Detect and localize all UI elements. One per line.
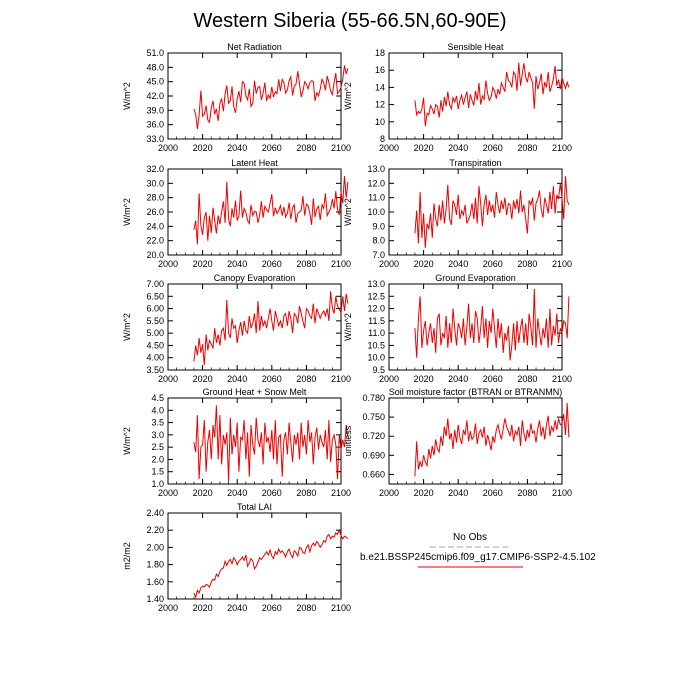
series-line-1 xyxy=(415,289,569,360)
y-tick-label: 2.0 xyxy=(151,454,164,465)
chart-panel-8 xyxy=(343,387,572,498)
y-tick-label: 0.780 xyxy=(362,393,385,403)
y-tick-label: 24.0 xyxy=(146,221,164,232)
y-tick-label: 14 xyxy=(374,82,385,93)
y-tick-label: 2.00 xyxy=(146,542,164,553)
x-tick-label: 2100 xyxy=(330,374,352,384)
y-axis-label: W/m^2 xyxy=(122,82,132,110)
x-tick-label: 2060 xyxy=(482,143,503,153)
chart-panel-3 xyxy=(122,158,351,269)
y-tick-label: 1.60 xyxy=(146,576,164,587)
x-tick-label: 2080 xyxy=(296,603,317,613)
series-line-1 xyxy=(194,65,348,129)
y-axis-label: W/m^2 xyxy=(122,198,132,226)
y-tick-label: 8 xyxy=(379,134,385,144)
x-tick-label: 2080 xyxy=(296,374,317,384)
x-tick-label: 2040 xyxy=(448,143,469,153)
panel-title: Ground Heat + Snow Melt xyxy=(202,387,307,397)
x-tick-label: 2040 xyxy=(227,143,248,153)
y-tick-label: 11.0 xyxy=(368,328,385,339)
y-tick-label: 4.5 xyxy=(151,393,164,403)
x-tick-label: 2020 xyxy=(413,374,434,384)
y-tick-label: 5.00 xyxy=(146,328,164,339)
plot-frame xyxy=(389,284,562,370)
y-axis-label: W/m^2 xyxy=(343,82,353,110)
x-tick-label: 2020 xyxy=(413,143,434,153)
plot-frame xyxy=(168,513,341,599)
x-tick-label: 2020 xyxy=(192,143,213,153)
y-tick-label: 28.0 xyxy=(146,192,164,203)
y-tick-label: 0.690 xyxy=(362,450,385,461)
x-tick-label: 2080 xyxy=(517,488,538,498)
y-tick-label: 3.50 xyxy=(146,365,164,375)
x-tick-label: 2000 xyxy=(157,488,179,498)
x-tick-label: 2100 xyxy=(551,259,573,269)
x-tick-label: 2040 xyxy=(448,259,469,269)
x-tick-label: 2000 xyxy=(378,259,400,269)
y-axis-label: W/m^2 xyxy=(122,427,132,455)
x-tick-label: 2060 xyxy=(261,259,282,269)
y-tick-label: 32.0 xyxy=(146,164,164,174)
y-tick-label: 1.0 xyxy=(151,479,164,489)
chart-panel-5 xyxy=(122,273,351,384)
y-tick-label: 0.660 xyxy=(362,469,385,480)
x-tick-label: 2000 xyxy=(157,143,179,153)
y-tick-label: 36.0 xyxy=(146,119,164,130)
y-tick-label: 51.0 xyxy=(146,48,164,58)
x-tick-label: 2000 xyxy=(157,374,179,384)
x-tick-label: 2060 xyxy=(482,488,503,498)
series-line-1 xyxy=(415,176,569,248)
y-tick-label: 4.0 xyxy=(151,405,164,416)
chart-panel-1 xyxy=(122,42,351,153)
y-tick-label: 8.0 xyxy=(372,235,385,246)
y-axis-label: m2/m2 xyxy=(122,542,132,570)
series-line-1 xyxy=(194,291,348,365)
series-line-1 xyxy=(415,63,569,127)
x-tick-label: 2020 xyxy=(192,488,213,498)
y-tick-label: 11.5 xyxy=(368,315,385,326)
x-tick-label: 2100 xyxy=(330,259,352,269)
chart-panel-9 xyxy=(122,502,351,613)
series-line-1 xyxy=(194,405,348,481)
chart-panel-7 xyxy=(122,387,351,498)
x-tick-label: 2020 xyxy=(192,259,213,269)
y-tick-label: 5.50 xyxy=(146,315,164,326)
y-tick-label: 10.0 xyxy=(367,352,385,363)
x-tick-label: 2040 xyxy=(227,259,248,269)
y-tick-label: 1.80 xyxy=(146,559,164,570)
y-tick-label: 48.0 xyxy=(146,62,164,73)
legend-label-no-obs: No Obs xyxy=(453,532,487,543)
x-tick-label: 2040 xyxy=(448,488,469,498)
legend-label-model: b.e21.BSSP245cmip6.f09_g17.CMIP6-SSP2-4.5.102 xyxy=(360,552,596,563)
y-tick-label: 12 xyxy=(374,99,385,110)
legend-entry-no-obs xyxy=(360,532,580,551)
x-tick-label: 2040 xyxy=(227,488,248,498)
y-tick-label: 16 xyxy=(374,65,385,76)
panel-title: Net Radiation xyxy=(227,42,282,52)
series-line-1 xyxy=(415,403,569,476)
y-tick-label: 2.40 xyxy=(146,508,164,518)
y-tick-label: 18 xyxy=(374,48,385,58)
legend-swatch-no-obs xyxy=(360,543,580,551)
x-tick-label: 2100 xyxy=(330,143,352,153)
y-tick-label: 22.0 xyxy=(146,235,164,246)
y-axis-label: W/m^2 xyxy=(343,198,353,226)
y-tick-label: 12.0 xyxy=(367,178,385,189)
x-tick-label: 2040 xyxy=(448,374,469,384)
x-tick-label: 2020 xyxy=(413,259,434,269)
y-tick-label: 4.50 xyxy=(146,340,164,351)
legend xyxy=(360,532,596,571)
y-tick-label: 7.00 xyxy=(146,279,164,289)
x-tick-label: 2060 xyxy=(482,374,503,384)
x-tick-label: 2000 xyxy=(378,374,400,384)
x-tick-label: 2000 xyxy=(157,603,179,613)
x-tick-label: 2080 xyxy=(517,374,538,384)
panel-title: Soil moisture factor (BTRAN or BTRANMN) xyxy=(388,387,563,397)
x-tick-label: 2100 xyxy=(551,488,573,498)
panel-title: Ground Evaporation xyxy=(435,273,516,283)
y-tick-label: 26.0 xyxy=(146,207,164,217)
y-tick-label: 3.5 xyxy=(151,417,164,428)
y-tick-label: 20.0 xyxy=(146,250,164,260)
y-tick-label: 9.5 xyxy=(372,365,385,375)
figure-title: Western Siberia (55-66.5N,60-90E) xyxy=(193,10,507,32)
x-tick-label: 2080 xyxy=(517,259,538,269)
x-tick-label: 2080 xyxy=(296,488,317,498)
y-tick-label: 0.720 xyxy=(362,431,385,442)
x-tick-label: 2100 xyxy=(551,143,573,153)
panel-title: Latent Heat xyxy=(231,158,278,168)
y-tick-label: 12.0 xyxy=(367,303,385,314)
series-line-1 xyxy=(194,530,348,597)
x-tick-label: 2020 xyxy=(192,603,213,613)
y-tick-label: 9.0 xyxy=(372,221,385,232)
y-tick-label: 39.0 xyxy=(146,105,164,116)
legend-entry-model xyxy=(360,552,596,571)
y-tick-label: 1.5 xyxy=(151,466,164,477)
y-tick-label: 30.0 xyxy=(146,178,164,189)
y-tick-label: 11.0 xyxy=(368,192,385,203)
y-tick-label: 2.20 xyxy=(146,525,164,536)
y-tick-label: 1.40 xyxy=(146,594,164,604)
legend-swatch-model xyxy=(360,563,580,571)
y-tick-label: 10.0 xyxy=(367,207,385,217)
y-tick-label: 13.0 xyxy=(367,279,385,289)
y-tick-label: 4.00 xyxy=(146,352,164,363)
y-axis-label: W/m^2 xyxy=(343,313,353,341)
x-tick-label: 2080 xyxy=(296,259,317,269)
panel-title: Transpiration xyxy=(449,158,502,168)
y-tick-label: 42.0 xyxy=(146,91,164,101)
y-tick-label: 3.0 xyxy=(151,429,164,440)
x-tick-label: 2040 xyxy=(227,374,248,384)
y-axis-label: unitless xyxy=(343,425,353,457)
x-tick-label: 2060 xyxy=(261,374,282,384)
y-tick-label: 33.0 xyxy=(146,134,164,144)
x-tick-label: 2080 xyxy=(517,143,538,153)
x-tick-label: 2100 xyxy=(551,374,573,384)
x-tick-label: 2060 xyxy=(261,488,282,498)
x-tick-label: 2080 xyxy=(296,143,317,153)
y-tick-label: 13.0 xyxy=(367,164,385,174)
y-tick-label: 10.5 xyxy=(367,340,385,351)
panel-title: Sensible Heat xyxy=(447,42,504,52)
chart-panel-4 xyxy=(343,158,572,269)
x-tick-label: 2000 xyxy=(378,488,400,498)
y-tick-label: 2.5 xyxy=(151,442,164,453)
series-line-1 xyxy=(194,176,348,244)
chart-panel-6 xyxy=(343,273,572,384)
y-tick-label: 45.0 xyxy=(146,76,164,87)
plot-frame xyxy=(389,169,562,255)
x-tick-label: 2020 xyxy=(413,488,434,498)
x-tick-label: 2100 xyxy=(330,603,352,613)
y-tick-label: 6.00 xyxy=(146,303,164,314)
chart-panel-2 xyxy=(343,42,572,153)
y-axis-label: W/m^2 xyxy=(122,313,132,341)
x-tick-label: 2060 xyxy=(261,603,282,613)
y-tick-label: 7.0 xyxy=(372,250,385,260)
plot-frame xyxy=(389,53,562,139)
y-tick-label: 6.50 xyxy=(146,291,164,302)
x-tick-label: 2000 xyxy=(157,259,179,269)
panel-title: Canopy Evaporation xyxy=(213,273,296,283)
x-tick-label: 2040 xyxy=(227,603,248,613)
y-tick-label: 0.750 xyxy=(362,412,385,423)
panel-title: Total LAI xyxy=(236,502,273,512)
x-tick-label: 2060 xyxy=(261,143,282,153)
x-tick-label: 2020 xyxy=(192,374,213,384)
y-tick-label: 10 xyxy=(374,116,385,127)
y-tick-label: 12.5 xyxy=(367,291,385,302)
x-tick-label: 2000 xyxy=(378,143,400,153)
x-tick-label: 2060 xyxy=(482,259,503,269)
x-tick-label: 2100 xyxy=(330,488,352,498)
